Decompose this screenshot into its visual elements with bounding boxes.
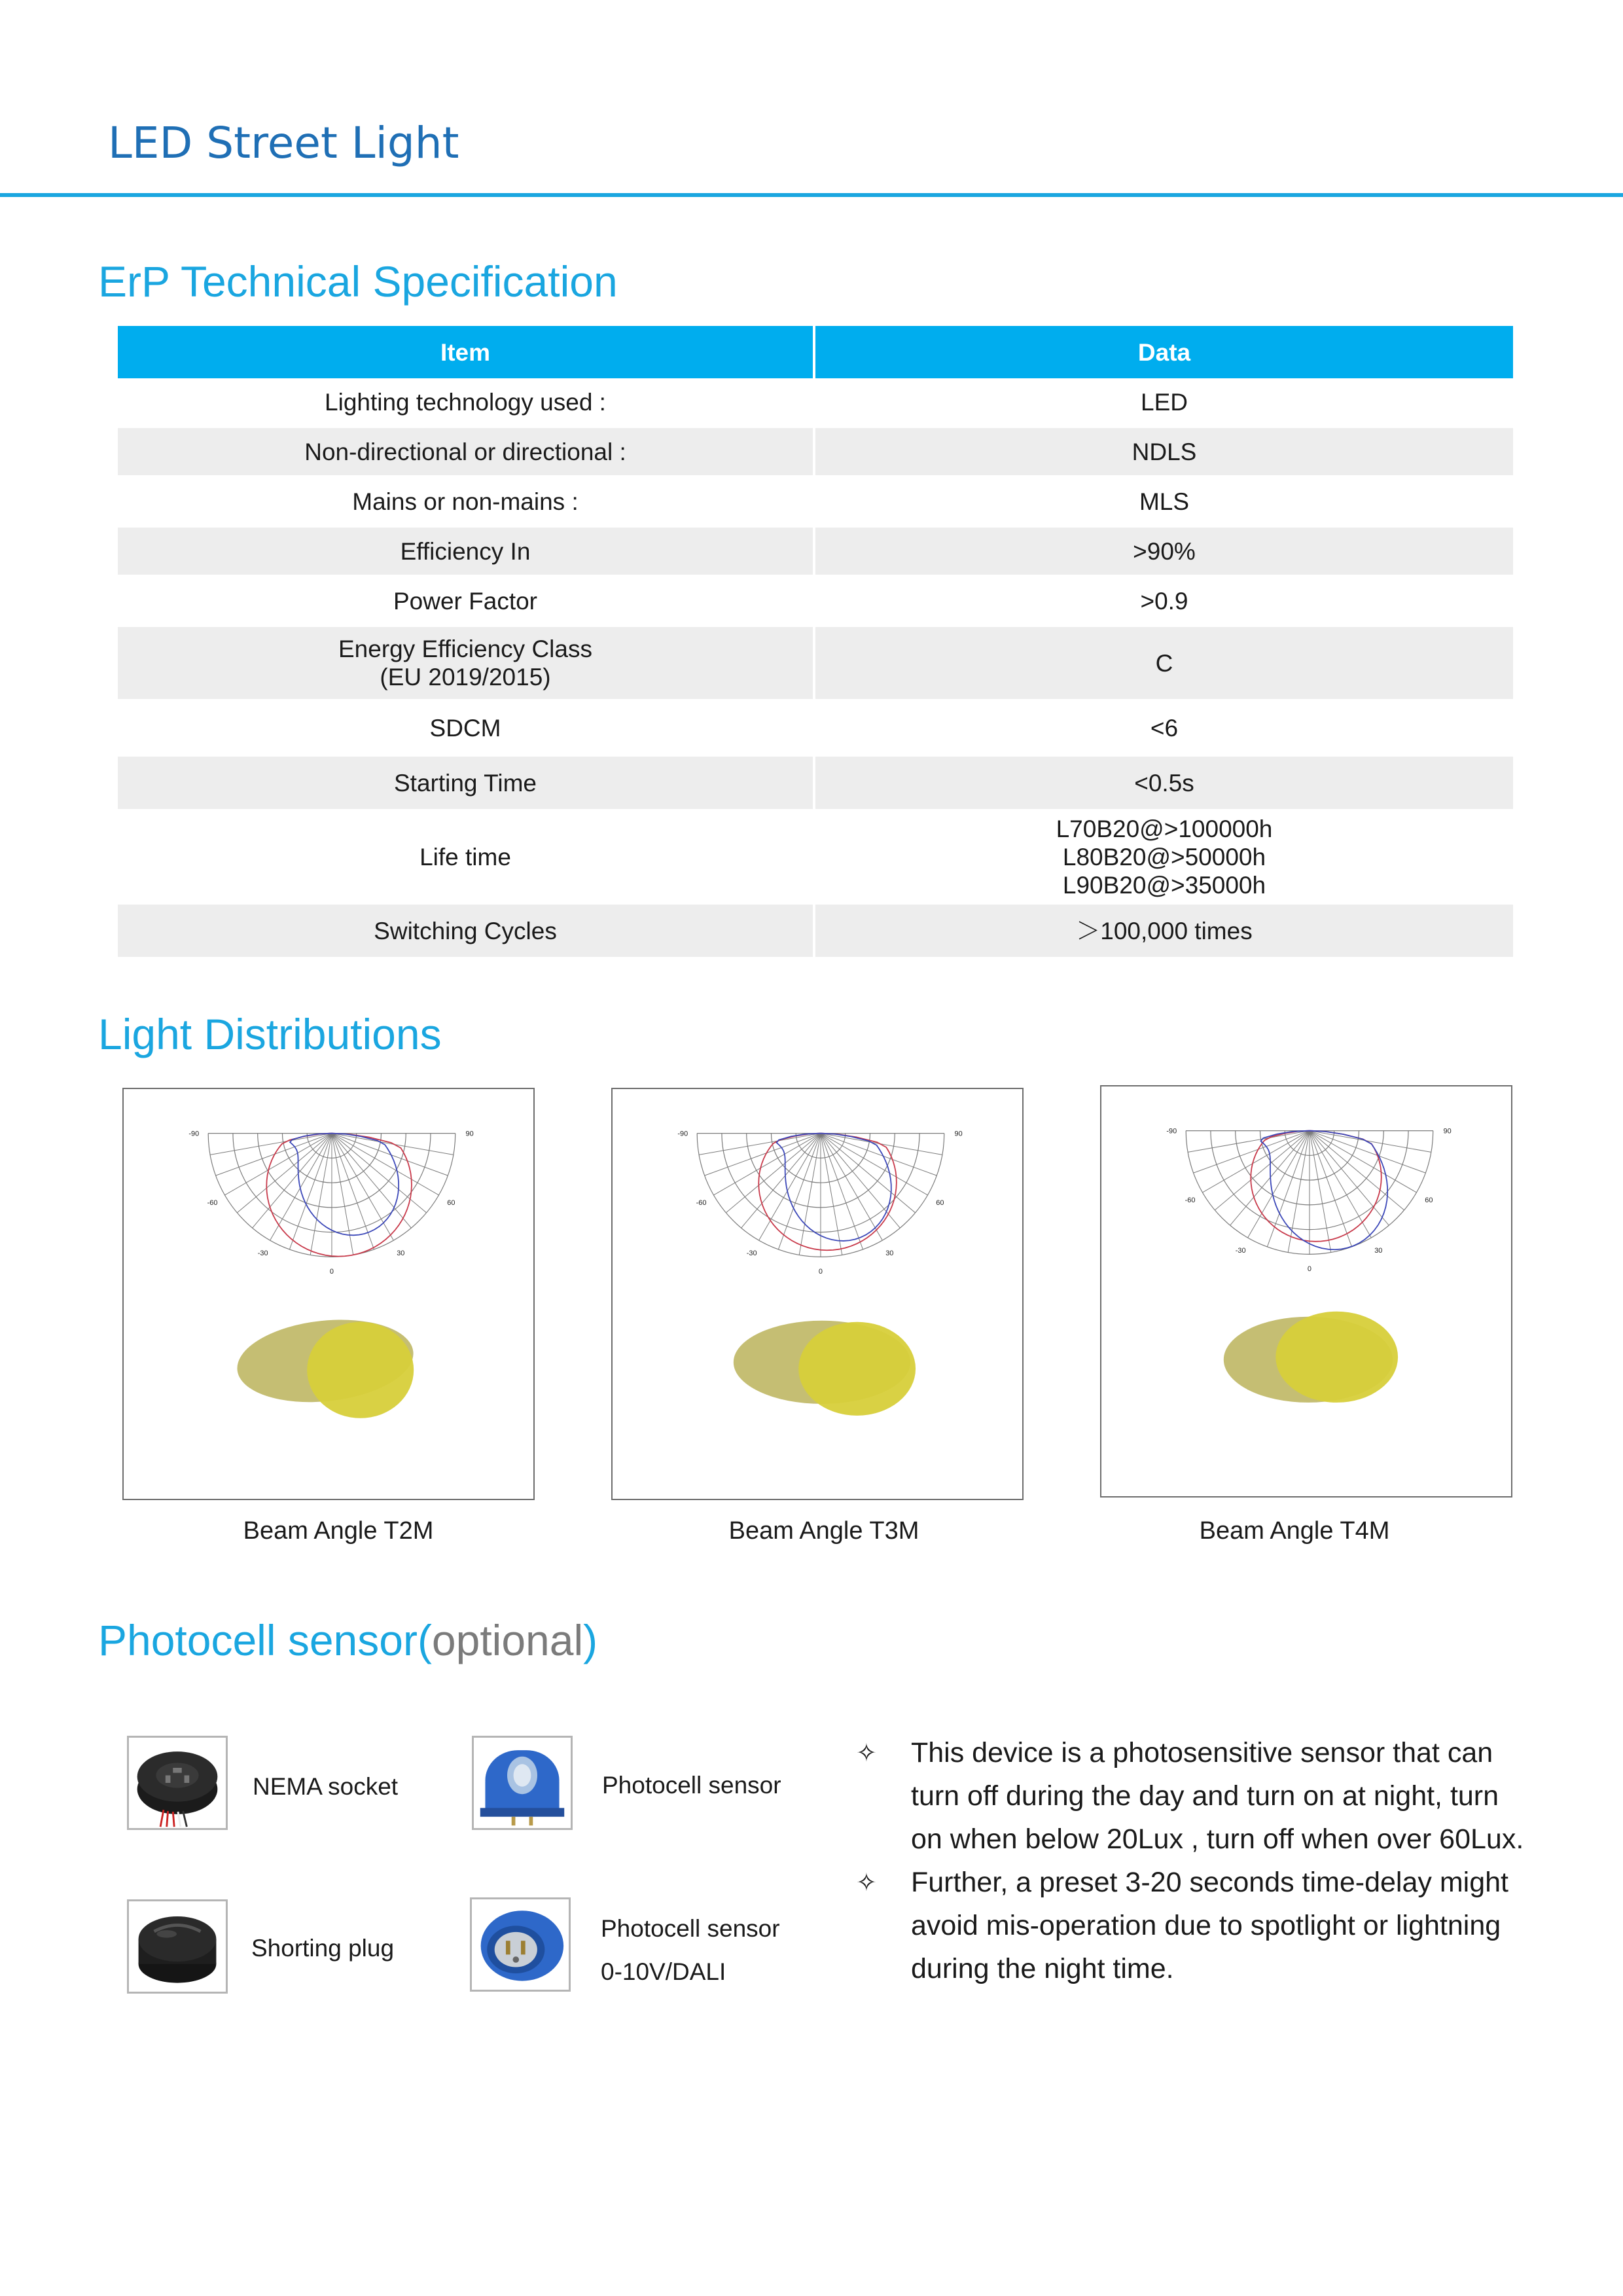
polar-tick-label: 90 [954, 1130, 963, 1138]
shorting-plug-image [127, 1899, 228, 1994]
column-header-data: Data [815, 326, 1513, 378]
beam-caption-t4m: Beam Angle T4M [1199, 1517, 1390, 1545]
distribution-chart-t4m [1100, 1085, 1512, 1498]
polar-tick-label: 30 [397, 1249, 405, 1257]
light-spot-inner [798, 1322, 916, 1416]
polar-diagram-t4m [1101, 1086, 1511, 1496]
polar-tick-label: -90 [188, 1130, 200, 1138]
bullet-star-icon: ✧ [856, 1868, 877, 1897]
spec-item-cell: Non-directional or directional : [118, 428, 815, 475]
spec-item-cell: Mains or non-mains : [118, 478, 815, 525]
page-title: LED Street Light [108, 118, 459, 168]
table-row [118, 699, 1513, 754]
distributions-section-title: Light Distributions [98, 1010, 442, 1058]
polar-tick-label: 90 [465, 1130, 474, 1138]
table-row [118, 525, 1513, 575]
polar-tick-label: 60 [447, 1198, 455, 1207]
polar-tick-label: -30 [746, 1249, 757, 1257]
spec-data-cell: C [815, 627, 1513, 699]
distribution-chart-t3m [611, 1088, 1024, 1500]
photocell-section-title: Photocell sensor(optional) [98, 1616, 598, 1664]
bullet-star-icon: ✧ [856, 1738, 877, 1767]
photocell-sensor-label: Photocell sensor [602, 1772, 781, 1799]
table-row [118, 809, 1513, 902]
polar-grid [1186, 1131, 1433, 1255]
photocell-sensor-image [472, 1736, 573, 1830]
polar-tick-label: 0 [329, 1268, 334, 1276]
polar-tick-label: 60 [1425, 1196, 1433, 1204]
spec-data-cell: L70B20@>100000h L80B20@>50000h L90B20@>35000h [1056, 815, 1273, 899]
spec-data-cell: ＞100,000 times [815, 905, 1513, 957]
polar-diagram-t3m [613, 1089, 1022, 1499]
optional-label: optional [431, 1616, 584, 1664]
polar-grid [697, 1134, 944, 1257]
spec-item-cell: Efficiency In [118, 528, 815, 575]
title-rule [0, 193, 1623, 197]
spec-item-cell: SDCM [118, 702, 815, 754]
spec-item-cell: Power Factor [118, 577, 815, 624]
polar-tick-label: -30 [1235, 1246, 1246, 1255]
polar-tick-label: 0 [818, 1268, 823, 1276]
nema-socket-label: NEMA socket [253, 1773, 399, 1800]
polar-tick-label: 0 [1307, 1265, 1312, 1274]
polar-tick-label: 30 [1374, 1246, 1383, 1255]
photocell-dali-image [470, 1897, 571, 1992]
photocell-dali-label: Photocell sensor 0-10V/DALI [601, 1915, 780, 1985]
polar-tick-label: -30 [257, 1249, 268, 1257]
spec-data-cell: NDLS [815, 428, 1513, 475]
red-intensity-curve [758, 1134, 897, 1251]
beam-caption-t2m: Beam Angle T2M [243, 1517, 434, 1545]
polar-tick-label: 60 [936, 1198, 944, 1207]
polar-grid [208, 1134, 455, 1257]
nema-socket-image [127, 1736, 228, 1830]
spec-item-cell: Starting Time [118, 757, 815, 809]
spec-data-cell: >90% [815, 528, 1513, 575]
spec-data-cell: MLS [1139, 488, 1190, 515]
spec-section-title: ErP Technical Specification [98, 257, 618, 306]
table-row [118, 475, 1513, 525]
polar-tick-label: -90 [677, 1130, 688, 1138]
table-row [118, 378, 1513, 425]
polar-diagram-t2m [124, 1089, 533, 1499]
photocell-description [851, 1731, 1544, 1990]
spec-data-cell: >0.9 [1140, 587, 1188, 615]
shorting-plug-label: Shorting plug [251, 1935, 395, 1962]
light-spot-inner [1275, 1312, 1398, 1403]
spec-item-cell: Lighting technology used : [118, 378, 815, 425]
spec-table-header [118, 326, 1513, 378]
polar-tick-label: -60 [1185, 1196, 1196, 1204]
polar-tick-label: 30 [885, 1249, 894, 1257]
spec-item-cell: Energy Efficiency Class (EU 2019/2015) [118, 627, 815, 699]
beam-caption-t3m: Beam Angle T3M [728, 1517, 919, 1545]
spec-data-cell: <6 [1150, 714, 1179, 742]
red-intensity-curve [1251, 1131, 1382, 1242]
light-spot-inner [307, 1322, 414, 1418]
bullet-item: ✧ Further, a preset 3-20 seconds time-delay might avoid mis-operation due to spotlight or lightning during the night time. [851, 1861, 1544, 1990]
table-row [118, 902, 1513, 957]
table-row [118, 754, 1513, 809]
polar-tick-label: -90 [1166, 1127, 1177, 1136]
spec-data-cell: LED [1141, 388, 1188, 416]
table-row [118, 425, 1513, 475]
polar-tick-label: -60 [696, 1198, 707, 1207]
distribution-chart-t2m [122, 1088, 535, 1500]
table-row [118, 575, 1513, 624]
column-header-item: Item [118, 326, 815, 378]
bullet-item: ✧ This device is a photosensitive sensor that can turn off during the day and turn on at night, turn on when below 20Lux , turn off when over 60Lux. [851, 1731, 1544, 1861]
spec-data-cell: <0.5s [815, 757, 1513, 809]
spec-item-cell: Life time [118, 812, 815, 902]
spec-item-cell: Switching Cycles [118, 905, 815, 957]
polar-tick-label: 90 [1443, 1127, 1452, 1136]
polar-tick-label: -60 [207, 1198, 218, 1207]
spec-table [118, 326, 1513, 957]
table-row [118, 624, 1513, 699]
